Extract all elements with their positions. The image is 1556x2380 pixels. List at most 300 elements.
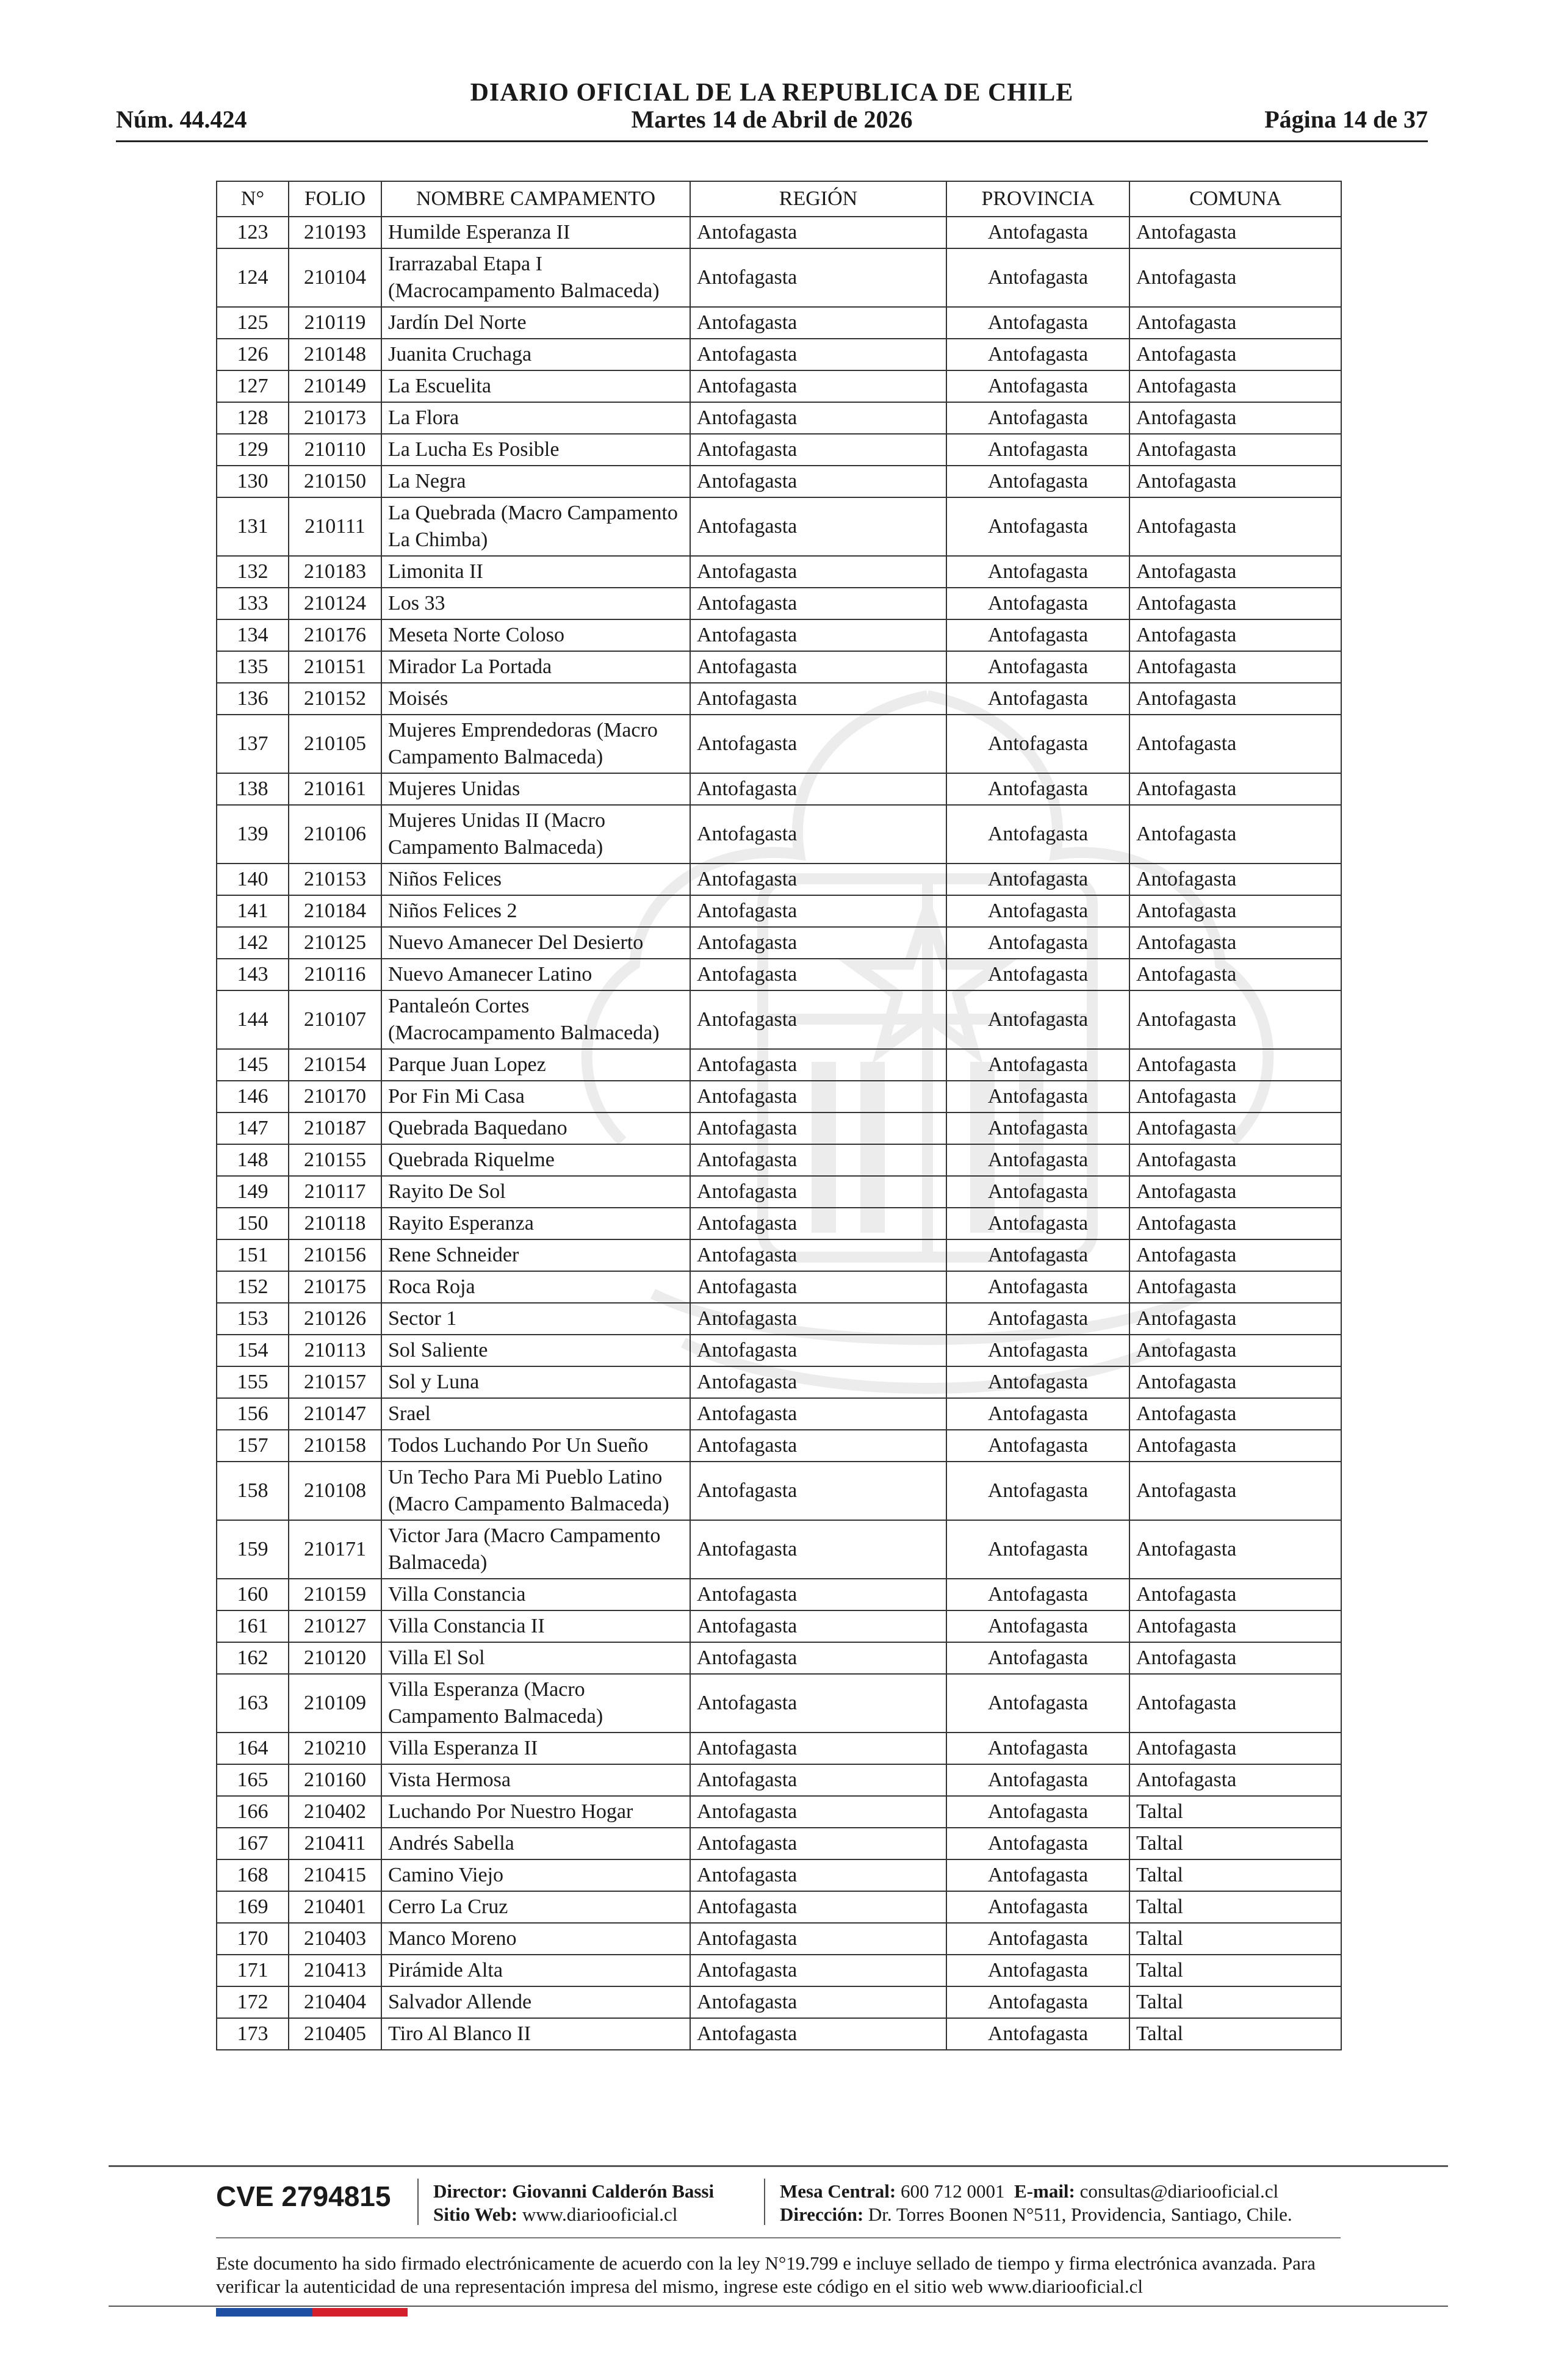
cell-commune: Taltal (1129, 1955, 1341, 1986)
cell-number: 161 (217, 1610, 289, 1642)
cell-province: Antofagasta (946, 1335, 1129, 1366)
cell-folio: 210153 (289, 864, 381, 895)
cell-province: Antofagasta (946, 990, 1129, 1049)
cell-folio: 210116 (289, 959, 381, 990)
cell-commune: Antofagasta (1129, 990, 1341, 1049)
cell-province: Antofagasta (946, 1462, 1129, 1520)
table-row (217, 339, 1341, 370)
cell-province: Antofagasta (946, 1144, 1129, 1176)
table-row (217, 1923, 1341, 1955)
cell-name: Sol y Luna (381, 1366, 690, 1398)
cell-region: Antofagasta (690, 1891, 946, 1923)
cell-number: 139 (217, 805, 289, 864)
footer-separator (417, 2179, 419, 2225)
cell-number: 171 (217, 1955, 289, 1986)
cell-name: Humilde Esperanza II (381, 217, 690, 248)
cell-province: Antofagasta (946, 1398, 1129, 1430)
cell-province: Antofagasta (946, 895, 1129, 927)
cell-name: Moisés (381, 683, 690, 715)
cell-folio: 210184 (289, 895, 381, 927)
table-row (217, 217, 1341, 248)
issue-date: Martes 14 de Abril de 2026 (631, 106, 913, 133)
cell-folio: 210124 (289, 588, 381, 619)
cell-number: 126 (217, 339, 289, 370)
cell-province: Antofagasta (946, 497, 1129, 556)
table-row (217, 864, 1341, 895)
cell-region: Antofagasta (690, 683, 946, 715)
cell-folio: 210118 (289, 1208, 381, 1239)
column-header-number: N° (217, 181, 289, 217)
cell-folio: 210110 (289, 434, 381, 466)
table-row (217, 1398, 1341, 1430)
cell-commune: Antofagasta (1129, 619, 1341, 651)
cell-province: Antofagasta (946, 370, 1129, 402)
director-label: Director: (433, 2180, 508, 2202)
cell-commune: Antofagasta (1129, 959, 1341, 990)
column-header-folio: FOLIO (289, 181, 381, 217)
table-body (217, 217, 1341, 2050)
cell-commune: Antofagasta (1129, 773, 1341, 805)
flag-stripe-blue (216, 2308, 312, 2317)
table-row (217, 556, 1341, 588)
cell-folio: 210119 (289, 307, 381, 339)
cell-number: 147 (217, 1112, 289, 1144)
address-label: Dirección: (780, 2204, 864, 2225)
cell-commune: Antofagasta (1129, 1208, 1341, 1239)
cell-region: Antofagasta (690, 2018, 946, 2050)
cell-name: Cerro La Cruz (381, 1891, 690, 1923)
cell-name: Villa El Sol (381, 1642, 690, 1674)
cell-number: 134 (217, 619, 289, 651)
cell-province: Antofagasta (946, 683, 1129, 715)
cell-name: Limonita II (381, 556, 690, 588)
table-row (217, 1764, 1341, 1796)
table-row (217, 1335, 1341, 1366)
cell-name: Irarrazabal Etapa I (Macrocampamento Balmaceda) (381, 248, 690, 307)
cell-province: Antofagasta (946, 1430, 1129, 1462)
cell-province: Antofagasta (946, 1271, 1129, 1303)
cell-province: Antofagasta (946, 651, 1129, 683)
cell-region: Antofagasta (690, 466, 946, 497)
cell-region: Antofagasta (690, 1398, 946, 1430)
website-link[interactable]: www.diariooficial.cl (522, 2204, 678, 2225)
cell-folio: 210404 (289, 1986, 381, 2018)
cell-number: 160 (217, 1579, 289, 1610)
campamentos-table (216, 181, 1342, 2050)
cell-number: 152 (217, 1271, 289, 1303)
cell-region: Antofagasta (690, 990, 946, 1049)
cell-region: Antofagasta (690, 1144, 946, 1176)
cell-province: Antofagasta (946, 1579, 1129, 1610)
cell-region: Antofagasta (690, 1081, 946, 1112)
cell-commune: Taltal (1129, 1891, 1341, 1923)
cell-folio: 210160 (289, 1764, 381, 1796)
cell-name: Rayito De Sol (381, 1176, 690, 1208)
cell-folio: 210149 (289, 370, 381, 402)
cell-province: Antofagasta (946, 927, 1129, 959)
cell-region: Antofagasta (690, 1674, 946, 1733)
table-row (217, 1176, 1341, 1208)
cell-region: Antofagasta (690, 1303, 946, 1335)
cell-province: Antofagasta (946, 715, 1129, 773)
cell-commune: Antofagasta (1129, 1335, 1341, 1366)
cell-region: Antofagasta (690, 1923, 946, 1955)
cell-folio: 210402 (289, 1796, 381, 1828)
cell-number: 149 (217, 1176, 289, 1208)
table-row (217, 307, 1341, 339)
cell-name: Tiro Al Blanco II (381, 2018, 690, 2050)
cell-commune: Taltal (1129, 1828, 1341, 1859)
cell-name: Pantaleón Cortes (Macrocampamento Balmaceda) (381, 990, 690, 1049)
cell-region: Antofagasta (690, 1642, 946, 1674)
cell-region: Antofagasta (690, 556, 946, 588)
cell-name: Luchando Por Nuestro Hogar (381, 1796, 690, 1828)
director-name: Giovanni Calderón Bassi (512, 2180, 715, 2202)
cell-province: Antofagasta (946, 1642, 1129, 1674)
column-header-name: NOMBRE CAMPAMENTO (381, 181, 690, 217)
cell-commune: Antofagasta (1129, 1674, 1341, 1733)
cell-commune: Antofagasta (1129, 1081, 1341, 1112)
cve-code: CVE 2794815 (216, 2180, 391, 2212)
cell-region: Antofagasta (690, 248, 946, 307)
footer-separator (764, 2179, 765, 2225)
cell-province: Antofagasta (946, 1891, 1129, 1923)
email-label: E-mail: (1014, 2180, 1075, 2202)
cell-commune: Antofagasta (1129, 1366, 1341, 1398)
cell-number: 155 (217, 1366, 289, 1398)
table-row (217, 1366, 1341, 1398)
cell-region: Antofagasta (690, 651, 946, 683)
cell-folio: 210413 (289, 1955, 381, 1986)
cell-commune: Antofagasta (1129, 683, 1341, 715)
cell-province: Antofagasta (946, 1239, 1129, 1271)
table-row (217, 895, 1341, 927)
cell-folio: 210127 (289, 1610, 381, 1642)
cell-province: Antofagasta (946, 248, 1129, 307)
table-row (217, 1986, 1341, 2018)
cell-number: 156 (217, 1398, 289, 1430)
cell-folio: 210157 (289, 1366, 381, 1398)
issue-number: Núm. 44.424 (116, 106, 247, 133)
cell-commune: Antofagasta (1129, 1462, 1341, 1520)
cell-folio: 210107 (289, 990, 381, 1049)
cell-number: 129 (217, 434, 289, 466)
cell-region: Antofagasta (690, 217, 946, 248)
cell-number: 167 (217, 1828, 289, 1859)
cell-folio: 210117 (289, 1176, 381, 1208)
header-divider (116, 140, 1428, 142)
cell-number: 151 (217, 1239, 289, 1271)
cell-region: Antofagasta (690, 1796, 946, 1828)
cell-folio: 210152 (289, 683, 381, 715)
cell-folio: 210156 (289, 1239, 381, 1271)
cell-name: La Escuelita (381, 370, 690, 402)
cell-name: Mirador La Portada (381, 651, 690, 683)
cell-commune: Antofagasta (1129, 1112, 1341, 1144)
table-row (217, 402, 1341, 434)
cell-number: 153 (217, 1303, 289, 1335)
cell-province: Antofagasta (946, 339, 1129, 370)
cell-commune: Antofagasta (1129, 1430, 1341, 1462)
cell-name: Villa Esperanza (Macro Campamento Balmaceda) (381, 1674, 690, 1733)
cell-region: Antofagasta (690, 1112, 946, 1144)
cell-name: La Flora (381, 402, 690, 434)
cell-number: 132 (217, 556, 289, 588)
cell-folio: 210405 (289, 2018, 381, 2050)
table-row (217, 466, 1341, 497)
cell-commune: Antofagasta (1129, 307, 1341, 339)
cell-province: Antofagasta (946, 1674, 1129, 1733)
column-header-province: PROVINCIA (946, 181, 1129, 217)
cell-region: Antofagasta (690, 307, 946, 339)
cell-name: Rene Schneider (381, 1239, 690, 1271)
cell-province: Antofagasta (946, 864, 1129, 895)
cell-number: 166 (217, 1796, 289, 1828)
table-row (217, 1955, 1341, 1986)
cell-region: Antofagasta (690, 1520, 946, 1579)
table-row (217, 1112, 1341, 1144)
cell-region: Antofagasta (690, 1579, 946, 1610)
cell-name: Nuevo Amanecer Latino (381, 959, 690, 990)
cell-folio: 210161 (289, 773, 381, 805)
cell-region: Antofagasta (690, 1610, 946, 1642)
table-row (217, 1579, 1341, 1610)
cell-number: 133 (217, 588, 289, 619)
cell-region: Antofagasta (690, 864, 946, 895)
cell-number: 138 (217, 773, 289, 805)
cell-province: Antofagasta (946, 1955, 1129, 1986)
cell-number: 141 (217, 895, 289, 927)
cell-commune: Antofagasta (1129, 434, 1341, 466)
table-row (217, 1520, 1341, 1579)
cell-name: Villa Constancia II (381, 1610, 690, 1642)
cell-province: Antofagasta (946, 1366, 1129, 1398)
cell-region: Antofagasta (690, 805, 946, 864)
table-row (217, 1462, 1341, 1520)
cell-region: Antofagasta (690, 1430, 946, 1462)
cell-folio: 210106 (289, 805, 381, 864)
cell-name: La Negra (381, 466, 690, 497)
cell-province: Antofagasta (946, 1208, 1129, 1239)
cell-name: Villa Esperanza II (381, 1733, 690, 1764)
cell-region: Antofagasta (690, 1366, 946, 1398)
table-row (217, 497, 1341, 556)
cell-province: Antofagasta (946, 1828, 1129, 1859)
table-row (217, 1733, 1341, 1764)
cell-region: Antofagasta (690, 1335, 946, 1366)
cell-folio: 210109 (289, 1674, 381, 1733)
cell-number: 136 (217, 683, 289, 715)
table-row (217, 1891, 1341, 1923)
cell-folio: 210147 (289, 1398, 381, 1430)
table-row (217, 1796, 1341, 1828)
table-row (217, 773, 1341, 805)
cell-region: Antofagasta (690, 339, 946, 370)
cell-folio: 210126 (289, 1303, 381, 1335)
cell-folio: 210120 (289, 1642, 381, 1674)
cell-folio: 210415 (289, 1859, 381, 1891)
cell-commune: Antofagasta (1129, 1271, 1341, 1303)
cell-folio: 210148 (289, 339, 381, 370)
cell-number: 140 (217, 864, 289, 895)
cell-region: Antofagasta (690, 895, 946, 927)
page-header (116, 73, 1428, 146)
cell-commune: Antofagasta (1129, 895, 1341, 927)
flag-stripe-red (312, 2308, 408, 2317)
cell-commune: Antofagasta (1129, 466, 1341, 497)
cell-folio: 210105 (289, 715, 381, 773)
page-number: Página 14 de 37 (1264, 106, 1428, 133)
cell-number: 128 (217, 402, 289, 434)
cell-commune: Antofagasta (1129, 1176, 1341, 1208)
cell-name: Los 33 (381, 588, 690, 619)
cell-number: 137 (217, 715, 289, 773)
cell-name: Srael (381, 1398, 690, 1430)
cell-folio: 210411 (289, 1828, 381, 1859)
table-row (217, 1271, 1341, 1303)
table-row (217, 683, 1341, 715)
cell-province: Antofagasta (946, 959, 1129, 990)
cell-commune: Antofagasta (1129, 1520, 1341, 1579)
table-row (217, 1674, 1341, 1733)
cell-province: Antofagasta (946, 588, 1129, 619)
footer-divider-top (109, 2165, 1448, 2167)
footer-divider-mid (216, 2237, 1341, 2238)
cell-name: Quebrada Riquelme (381, 1144, 690, 1176)
cell-commune: Taltal (1129, 1923, 1341, 1955)
cell-name: Parque Juan Lopez (381, 1049, 690, 1081)
cell-folio: 210113 (289, 1335, 381, 1366)
cell-province: Antofagasta (946, 434, 1129, 466)
cell-number: 172 (217, 1986, 289, 2018)
cell-number: 125 (217, 307, 289, 339)
cell-region: Antofagasta (690, 1733, 946, 1764)
publication-title: DIARIO OFICIAL DE LA REPUBLICA DE CHILE (470, 79, 1074, 107)
cell-province: Antofagasta (946, 1764, 1129, 1796)
footer-divider-bottom (109, 2306, 1448, 2307)
cell-name: Pirámide Alta (381, 1955, 690, 1986)
cell-number: 148 (217, 1144, 289, 1176)
contact-block (780, 2180, 1292, 2226)
cell-folio: 210104 (289, 248, 381, 307)
cell-name: Meseta Norte Coloso (381, 619, 690, 651)
cell-number: 124 (217, 248, 289, 307)
cell-region: Antofagasta (690, 434, 946, 466)
cell-number: 135 (217, 651, 289, 683)
table-row (217, 1081, 1341, 1112)
cell-province: Antofagasta (946, 1796, 1129, 1828)
cell-number: 169 (217, 1891, 289, 1923)
table-row (217, 1239, 1341, 1271)
cell-commune: Antofagasta (1129, 1579, 1341, 1610)
cell-number: 127 (217, 370, 289, 402)
cell-name: La Quebrada (Macro Campamento La Chimba) (381, 497, 690, 556)
cell-commune: Antofagasta (1129, 1610, 1341, 1642)
cell-name: Vista Hermosa (381, 1764, 690, 1796)
cell-number: 130 (217, 466, 289, 497)
table-row (217, 2018, 1341, 2050)
cell-region: Antofagasta (690, 1462, 946, 1520)
cell-province: Antofagasta (946, 1303, 1129, 1335)
cell-province: Antofagasta (946, 1986, 1129, 2018)
cell-commune: Taltal (1129, 1986, 1341, 2018)
cell-name: Un Techo Para Mi Pueblo Latino (Macro Campamento Balmaceda) (381, 1462, 690, 1520)
cell-province: Antofagasta (946, 1112, 1129, 1144)
cell-province: Antofagasta (946, 217, 1129, 248)
cell-number: 145 (217, 1049, 289, 1081)
mesa-phone: 600 712 0001 (901, 2180, 1005, 2202)
cell-province: Antofagasta (946, 805, 1129, 864)
cell-commune: Antofagasta (1129, 927, 1341, 959)
cell-province: Antofagasta (946, 1081, 1129, 1112)
cell-folio: 210111 (289, 497, 381, 556)
cell-region: Antofagasta (690, 497, 946, 556)
cell-number: 164 (217, 1733, 289, 1764)
cell-region: Antofagasta (690, 1239, 946, 1271)
cell-folio: 210401 (289, 1891, 381, 1923)
cell-region: Antofagasta (690, 959, 946, 990)
cell-folio: 210193 (289, 217, 381, 248)
cell-number: 157 (217, 1430, 289, 1462)
cell-commune: Antofagasta (1129, 651, 1341, 683)
cell-region: Antofagasta (690, 773, 946, 805)
cell-name: Nuevo Amanecer Del Desierto (381, 927, 690, 959)
cell-province: Antofagasta (946, 619, 1129, 651)
mesa-label: Mesa Central: (780, 2180, 896, 2202)
cell-province: Antofagasta (946, 402, 1129, 434)
cell-folio: 210151 (289, 651, 381, 683)
cell-commune: Antofagasta (1129, 1642, 1341, 1674)
cell-commune: Antofagasta (1129, 1303, 1341, 1335)
cell-commune: Antofagasta (1129, 805, 1341, 864)
cell-region: Antofagasta (690, 1986, 946, 2018)
cell-number: 170 (217, 1923, 289, 1955)
table-row (217, 1144, 1341, 1176)
cell-name: Juanita Cruchaga (381, 339, 690, 370)
cell-folio: 210125 (289, 927, 381, 959)
email-link[interactable]: consultas@diariooficial.cl (1079, 2180, 1279, 2202)
table-header-row (217, 181, 1341, 217)
cell-commune: Taltal (1129, 1796, 1341, 1828)
cell-province: Antofagasta (946, 1923, 1129, 1955)
cell-province: Antofagasta (946, 307, 1129, 339)
cell-number: 146 (217, 1081, 289, 1112)
table-row (217, 715, 1341, 773)
cell-number: 163 (217, 1674, 289, 1733)
director-block (433, 2180, 714, 2226)
cell-folio: 210403 (289, 1923, 381, 1955)
cell-name: Todos Luchando Por Un Sueño (381, 1430, 690, 1462)
cell-commune: Antofagasta (1129, 1049, 1341, 1081)
cell-region: Antofagasta (690, 1208, 946, 1239)
cell-commune: Antofagasta (1129, 402, 1341, 434)
cell-name: Niños Felices 2 (381, 895, 690, 927)
cell-commune: Taltal (1129, 1859, 1341, 1891)
cell-folio: 210158 (289, 1430, 381, 1462)
cell-province: Antofagasta (946, 1049, 1129, 1081)
cell-number: 123 (217, 217, 289, 248)
cell-region: Antofagasta (690, 588, 946, 619)
cell-folio: 210173 (289, 402, 381, 434)
cell-folio: 210210 (289, 1733, 381, 1764)
cell-commune: Antofagasta (1129, 217, 1341, 248)
cell-folio: 210159 (289, 1579, 381, 1610)
website-label: Sitio Web: (433, 2204, 518, 2225)
cell-name: Camino Viejo (381, 1859, 690, 1891)
cell-region: Antofagasta (690, 402, 946, 434)
cell-folio: 210176 (289, 619, 381, 651)
cell-commune: Antofagasta (1129, 1733, 1341, 1764)
